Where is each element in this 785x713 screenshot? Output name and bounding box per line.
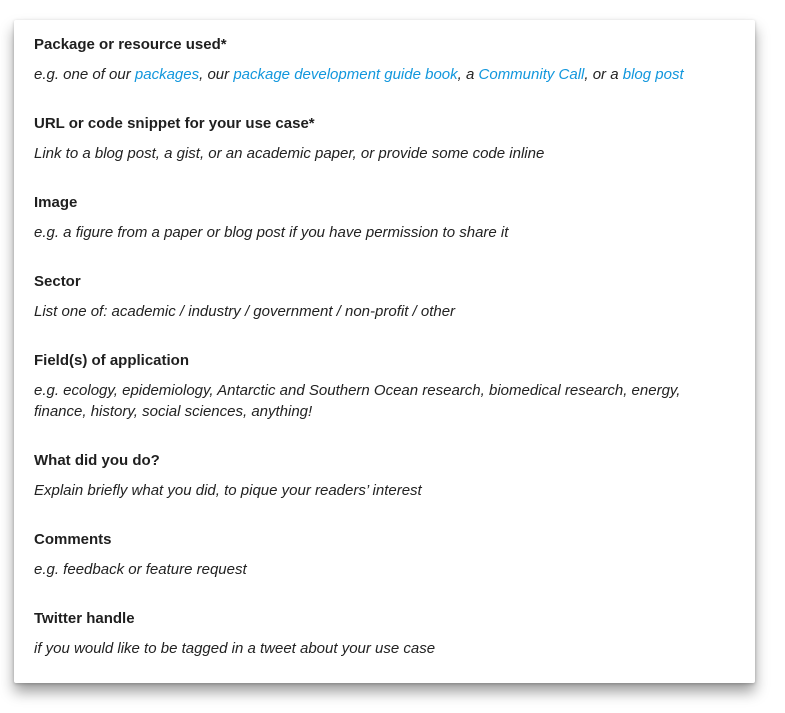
inline-link[interactable]: packages [134,66,200,83]
field-label: URL or code snippet for your use case* [34,115,315,132]
hint-text: if you would like to be tagged in a tweet about your use case [34,640,436,657]
hint-text: e.g. one of our [34,66,135,83]
hint-text: e.g. a figure from a paper or blog post if you have permission to share it [34,224,509,241]
inline-link[interactable]: blog post [622,66,684,83]
hint-text: , our [199,66,234,83]
field-hint [34,480,735,501]
field-hint [34,301,735,322]
field-hint [34,559,735,580]
hint-text: Explain briefly what you did, to pique your readers’ interest [34,482,422,499]
hint-text: , a [457,66,479,83]
inline-link[interactable]: Community Call [478,66,585,83]
inline-link[interactable]: package development guide book [233,66,458,83]
field-section [34,350,735,422]
field-hint [34,638,735,659]
field-label: Comments [34,531,112,548]
field-section [34,450,735,501]
field-hint [34,143,735,164]
hint-text: e.g. feedback or feature request [34,561,247,578]
field-section [34,271,735,322]
hint-text: List one of: academic / industry / government / non-profit / other [34,303,456,320]
field-section [34,113,735,164]
field-hint [34,222,735,243]
field-label: Package or resource used* [34,36,227,53]
field-section [34,192,735,243]
field-label: Field(s) of application [34,352,190,369]
field-label: What did you do? [34,452,160,469]
hint-text: , or a [584,66,623,83]
field-hint [34,380,735,422]
field-hint [34,64,735,85]
field-label: Image [34,194,78,211]
fields-list [34,34,735,659]
field-section [34,529,735,580]
hint-text: Link to a blog post, a gist, or an academic paper, or provide some code inline [34,145,545,162]
field-section [34,608,735,659]
field-label: Sector [34,273,81,290]
field-label: Twitter handle [34,610,135,627]
hint-text: e.g. ecology, epidemiology, Antarctic and Southern Ocean research, biomedical research, energy, finance, history, social sciences, anything! [34,382,681,420]
field-section [34,34,735,85]
form-template-card [14,20,755,683]
